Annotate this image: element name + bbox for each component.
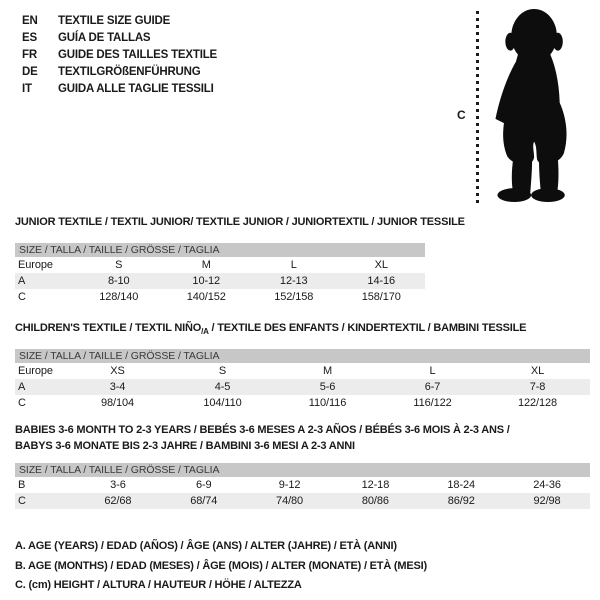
height-measure-line xyxy=(476,11,479,205)
language-list xyxy=(22,13,217,98)
row-label: Europe xyxy=(18,259,53,272)
table-title-text: JUNIOR TEXTILE / TEXTIL JUNIOR/ TEXTILE JUNIOR / JUNIORTEXTIL / JUNIOR TESSILE xyxy=(15,216,465,228)
cell-value: XL xyxy=(530,365,545,378)
cell-value: 122/128 xyxy=(517,397,558,410)
cell-value: 3-4 xyxy=(109,381,126,394)
row-label: A xyxy=(18,275,26,288)
table-row xyxy=(15,257,425,273)
table-title-rest: / TEXTILE DES ENFANTS / KINDERTEXTIL / BAMBINI TESSILE xyxy=(208,322,527,334)
cell-value: 24-36 xyxy=(533,479,561,492)
cell-value: 92/98 xyxy=(533,495,561,508)
cell-value: 104/110 xyxy=(203,397,242,410)
cell-value: 68/74 xyxy=(190,495,218,508)
table-rows xyxy=(15,257,425,305)
table-title xyxy=(15,216,465,232)
cell-value: 62/68 xyxy=(104,495,132,508)
footnote-c: C. (cm) HEIGHT / ALTURA / HAUTEUR / HÖHE / ALTEZZA xyxy=(15,579,302,591)
cell-value: 7-8 xyxy=(529,381,546,394)
cell-value: S xyxy=(115,259,123,272)
cell-value: 110/116 xyxy=(308,397,347,410)
row-label: A xyxy=(18,381,26,394)
size-header-bar: SIZE / TALLA / TAILLE / GRÖSSE / TAGLIA xyxy=(15,463,590,477)
cell-value: 12-18 xyxy=(361,479,390,492)
row-label: C xyxy=(18,291,26,304)
language-row-de xyxy=(22,64,217,81)
row-label: C xyxy=(18,495,26,508)
cell-value: 116/122 xyxy=(413,397,452,410)
table-row xyxy=(15,363,590,379)
cell-value: 158/170 xyxy=(361,291,401,304)
cell-value: 140/152 xyxy=(186,291,226,304)
language-title: TEXTILE SIZE GUIDE xyxy=(58,15,171,27)
language-title: TEXTILGRÖßENFÜHRUNG xyxy=(58,66,201,78)
cell-value: L xyxy=(429,365,436,378)
row-label: B xyxy=(18,479,26,492)
cell-value: 152/158 xyxy=(274,291,314,304)
babies-textile-table xyxy=(15,424,590,509)
language-row-fr xyxy=(22,47,217,64)
table-title-text: CHILDREN'S TEXTILE / TEXTIL NIÑO xyxy=(15,322,202,334)
cell-value: 10-12 xyxy=(192,275,221,288)
cell-value: 18-24 xyxy=(447,479,476,492)
cell-value: M xyxy=(322,365,333,378)
table-row xyxy=(15,289,425,305)
row-label: C xyxy=(18,397,26,410)
language-code: IT xyxy=(22,83,32,95)
language-code: FR xyxy=(22,49,37,61)
language-code: ES xyxy=(22,32,37,44)
footnote-a: A. AGE (YEARS) / EDAD (AÑOS) / ÂGE (ANS) / ALTER (JAHRE) / ETÀ (ANNI) xyxy=(15,540,397,552)
cell-value: 80/86 xyxy=(361,495,389,508)
table-rows xyxy=(15,363,590,411)
cell-value: 6-9 xyxy=(195,479,212,492)
cell-value: S xyxy=(218,365,227,378)
table-title-text: BABIES 3-6 MONTH TO 2-3 YEARS / BEBÉS 3-6 MESES A 2-3 AÑOS / BÉBÉS 3-6 MOIS À 2-3 ANS / xyxy=(15,424,510,436)
table-title-subscript: /A xyxy=(201,327,209,337)
cell-value: 3-6 xyxy=(110,479,126,492)
cell-value: 14-16 xyxy=(367,275,396,288)
cell-value: L xyxy=(290,259,297,272)
language-title: GUIDE DES TAILLES TEXTILE xyxy=(58,49,217,61)
table-row xyxy=(15,493,590,509)
cell-value: 9-12 xyxy=(278,479,301,492)
language-row-it xyxy=(22,81,217,98)
cell-value: 8-10 xyxy=(107,275,130,288)
language-code: DE xyxy=(22,66,38,78)
cell-value: 12-13 xyxy=(279,275,308,288)
table-title xyxy=(15,424,590,453)
size-header-bar: SIZE / TALLA / TAILLE / GRÖSSE / TAGLIA xyxy=(15,349,590,363)
footnote-b: B. AGE (MONTHS) / EDAD (MESES) / ÂGE (MOIS) / ALTER (MONATE) / ETÀ (MESI) xyxy=(15,559,427,572)
language-row-es xyxy=(22,30,217,47)
language-title: GUÍA DE TALLAS xyxy=(58,32,151,44)
cell-value: 5-6 xyxy=(319,381,336,394)
cell-value: 74/80 xyxy=(276,495,304,508)
cell-value: 4-5 xyxy=(214,381,231,394)
children-textile-table xyxy=(15,322,590,411)
cell-value: XS xyxy=(110,365,125,378)
cell-value: XL xyxy=(374,259,388,272)
row-label: Europe xyxy=(18,365,53,378)
table-row xyxy=(15,273,425,289)
footnotes xyxy=(15,537,427,596)
language-row-en xyxy=(22,13,217,30)
table-rows xyxy=(15,477,590,509)
table-row xyxy=(15,477,590,493)
table-row xyxy=(15,379,590,395)
language-code: EN xyxy=(22,15,38,27)
cell-value: M xyxy=(201,259,211,272)
table-row xyxy=(15,395,590,411)
cell-value: 6-7 xyxy=(424,381,441,394)
junior-textile-table xyxy=(15,216,465,305)
language-title: GUIDA ALLE TAGLIE TESSILI xyxy=(58,83,214,95)
cell-value: 128/140 xyxy=(99,291,139,304)
table-title xyxy=(15,322,590,338)
cell-value: 86/92 xyxy=(447,495,475,508)
toddler-silhouette-icon xyxy=(487,8,597,206)
height-figure xyxy=(450,8,598,208)
table-title-line2: BABYS 3-6 MONATE BIS 2-3 JAHRE / BAMBINI 3-6 MESI A 2-3 ANNI xyxy=(15,440,355,453)
size-header-bar: SIZE / TALLA / TAILLE / GRÖSSE / TAGLIA xyxy=(15,243,425,257)
height-measure-label: C xyxy=(457,108,466,122)
cell-value: 98/104 xyxy=(100,397,135,410)
